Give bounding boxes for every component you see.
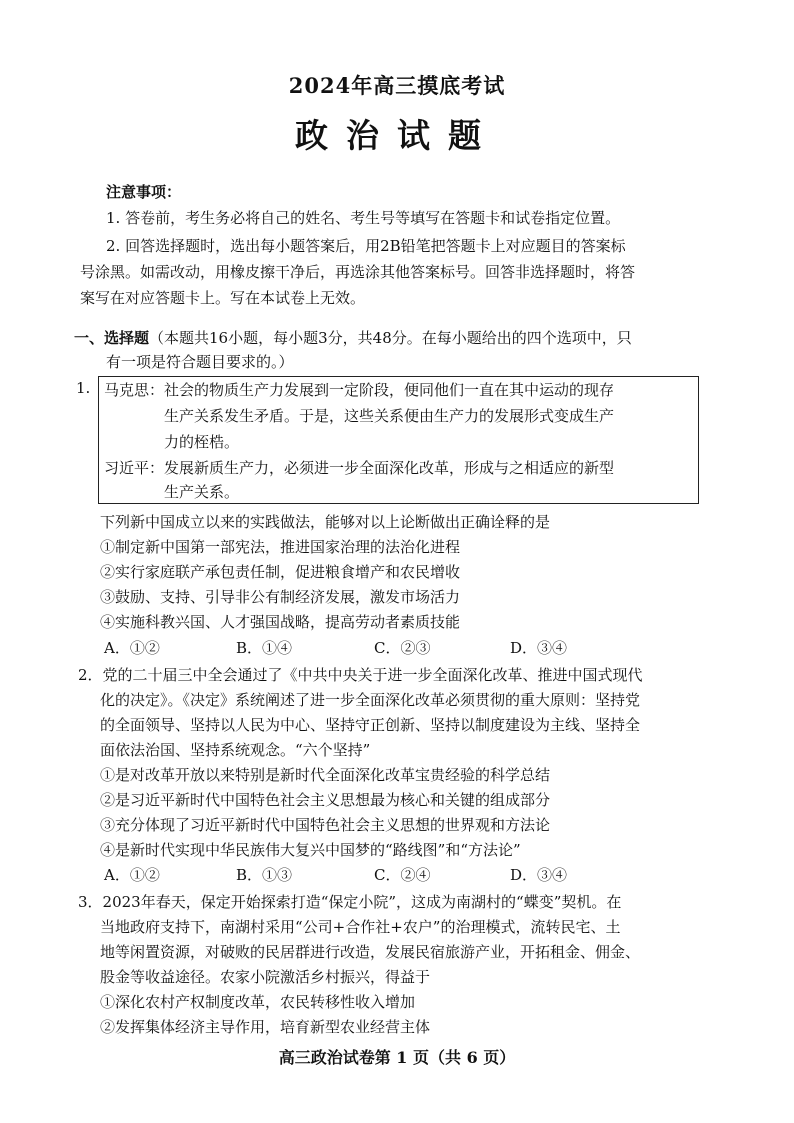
q2-statement-1: ①是对改革开放以来特别是新时代全面深化改革宝贵经验的科学总结 (100, 766, 551, 784)
q1-statement-4: ④实施科教兴国、人才强国战略，提高劳动者素质技能 (100, 613, 461, 631)
q1-quote-2-line-2: 生产关系。 (164, 483, 240, 501)
q2-choice-c[interactable]: C．②④ (374, 866, 431, 884)
q1-statement-3: ③鼓励、支持、引导非公有制经济发展，激发市场活力 (100, 588, 461, 606)
notice-heading: 注意事项： (106, 183, 182, 201)
q1-quote-1-line-2: 生产关系发生矛盾。于是，这些关系便由生产力的发展形式变成生产 (164, 407, 615, 425)
subject-title: 政治试题 (295, 116, 499, 155)
q1-statement-1: ①制定新中国第一部宪法，推进国家治理的法治化进程 (100, 538, 461, 556)
q2-choice-d[interactable]: D．③④ (510, 866, 568, 884)
exam-title: 2024年高三摸底考试 (288, 73, 506, 98)
q1-quote-1-line-1: 马克思：社会的物质生产力发展到一定阶段，便同他们一直在其中运动的现存 (104, 381, 615, 399)
q1-quote-2-line-1: 习近平：发展新质生产力，必须进一步全面深化改革，形成与之相适应的新型 (104, 459, 615, 477)
section-1-header (74, 326, 632, 351)
q3-statement-1: ①深化农村产权制度改革，农民转移性收入增加 (100, 993, 416, 1011)
q2-statement-4: ④是新时代实现中华民族伟大复兴中国梦的“路线图”和“方法论” (100, 841, 521, 859)
q1-statement-2: ②实行家庭联产承包责任制，促进粮食增产和农民增收 (100, 563, 461, 581)
q1-stem: 下列新中国成立以来的实践做法，能够对以上论断做出正确诠释的是 (100, 513, 551, 531)
q2-statement-2: ②是习近平新时代中国特色社会主义思想最为核心和关键的组成部分 (100, 791, 551, 809)
q3-line-3: 地等闲置资源，对破败的民居群进行改造，发展民宿旅游产业，开拓租金、佣金、 (100, 943, 641, 961)
q1-choice-d[interactable]: D．③④ (510, 639, 568, 657)
notice-item-1: 1. 答卷前，考生务必将自己的姓名、考生号等填写在答题卡和试卷指定位置。 (106, 209, 621, 227)
notice-item-2-line-2: 号涂黑。如需改动，用橡皮擦干净后，再选涂其他答案标号。回答非选择题时，将答 (80, 263, 636, 281)
q1-number: 1. (76, 379, 91, 397)
q2-statement-3: ③充分体现了习近平新时代中国特色社会主义思想的世界观和方法论 (100, 816, 551, 834)
q1-choice-b[interactable]: B．①④ (236, 639, 293, 657)
section-1-desc-line-1: （本题共16小题，每小题3分，共48分。在每小题给出的四个选项中，只 (149, 329, 632, 347)
q2-choice-a[interactable]: A．①② (104, 866, 160, 884)
q1-choice-c[interactable]: C．②③ (374, 639, 431, 657)
q3-line-1: 3．2023年春天，保定开始探索打造“保定小院”，这成为南湖村的“蝶变”契机。在 (78, 893, 622, 911)
notice-item-2-line-3: 案写在对应答题卡上。写在本试卷上无效。 (80, 289, 366, 307)
q1-choice-a[interactable]: A．①② (104, 639, 160, 657)
q2-choice-b[interactable]: B．①③ (236, 866, 293, 884)
q2-line-1: 2．党的二十届三中全会通过了《中共中央关于进一步全面深化改革、推进中国式现代 (78, 666, 643, 684)
q3-line-4: 股金等收益途径。农家小院激活乡村振兴，得益于 (100, 968, 431, 986)
notice-item-2-line-1: 2. 回答选择题时，选出每小题答案后，用2B铅笔把答题卡上对应题目的答案标 (106, 237, 626, 255)
q3-line-2: 当地政府支持下，南湖村采用“公司+合作社+农户”的治理模式，流转民宅、土 (100, 918, 621, 936)
q2-line-2: 化的决定》。《决定》系统阐述了进一步全面深化改革必须贯彻的重大原则：坚持党 (100, 691, 641, 709)
section-1-desc-line-2: 有一项是符合题目要求的。） (106, 353, 294, 371)
section-1-heading: 一、选择题 (74, 329, 150, 347)
q2-line-3: 的全面领导、坚持以人民为中心、坚持守正创新、坚持以制度建设为主线、坚持全 (100, 716, 641, 734)
q2-line-4: 面依法治国、坚持系统观念。“六个坚持” (100, 741, 371, 759)
q3-statement-2: ②发挥集体经济主导作用，培育新型农业经营主体 (100, 1018, 431, 1036)
q1-quote-1-line-3: 力的桎梏。 (164, 433, 240, 451)
page-footer: 高三政治试卷第 1 页（共 6 页） (278, 1048, 516, 1067)
